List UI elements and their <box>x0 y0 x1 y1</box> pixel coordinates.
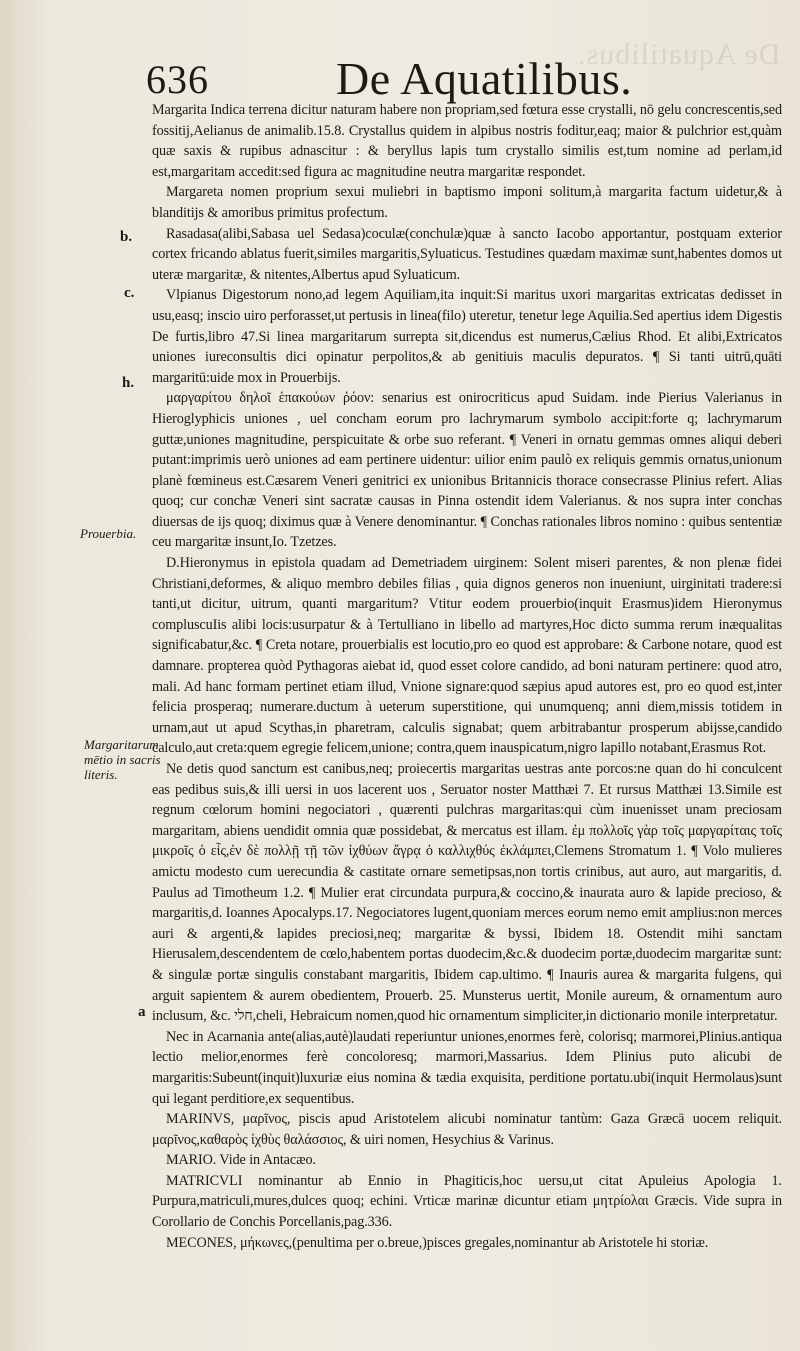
margin-note-literis: literis. <box>84 767 118 782</box>
entry-mecones: MECONES, μήκωνες,(penultima per o.breue,)pisces gregales,nominantur ab Aristotele hi storiæ. <box>166 1234 709 1251</box>
paragraph-margarita-indica: Margarita Indica terrena dicitur naturam habere non propriam,sed fœtura esse crystalli, nō gelu concrescentis,sed fossitij,Aelianus de animalib.15.8. Crystallus quidem in alpibus nostris foditur,eaq; maior & pulchrior est,quàm quæ saxis & rupibus adnascitur : & beryllus lapis tum crystallo similis est,tum nomine ad perlam,id est,margaritam accedit:sed figura ac magnitudine neutra margaritæ respondet. <box>152 102 782 180</box>
paragraph-vlpianus: Vlpianus Digestorum nono,ad legem Aquiliam,ita inquit:Si maritus uxori margaritas extricatas dedisset in usu,easq; inscio uiro perforasset,ut pertusis in linea(filo) uteretur, tenetur lege Aquilia.Sed apertius idem Digestis De furtis,libro 47.Si linea margaritarum surrepta sit,dicendus est numerus,Cælius Rhod. Et alibi,Extricatos uniones iureconsultis dici opinatur perpolitos,& ab genitiuis maculis depuratos. ¶ Si tanti uitrū,quāti margaritū:uide mox in Prouerbijs. <box>152 287 782 386</box>
entry-marinus: MARINVS, μαρῖνος, piscis apud Aristotelem alicubi nominatur tantùm: Gaza Græcā uocem reliquit. μαρῖνος,καθαρὸς ἰχθὺς θαλάσσιος, & uiri nomen, Hesychius & Varinus. <box>152 1111 782 1148</box>
margin-note-mentio: mētio in sacris <box>84 752 161 767</box>
paragraph-rasadasa: Rasadasa(alibi,Sabasa uel Sedasa)coculæ(conchulæ)quæ à sancto Iacobo apportantur, postquam exterior cortex fricando ablatus fuerit,similes margaritis,Syluaticus. Testudines quædam maximæ sunt,habentes domos ut uteræ margaritæ, & nitentes,Albertus apud Syluaticum. <box>152 225 782 283</box>
margin-note-prouerbia: Prouerbia. <box>80 526 137 541</box>
entry-matriculi: MATRICVLI nominantur ab Ennio in Phagiticis,hoc uersu,ut citat Apuleius Apologia 1. Purpura,matriculi,mures,dulces quoq; echini. Vrticæ marinæ dicuntur etiam μητρίολαι Græcis. Vide supra in Corollario de Conchis Porcellanis,pag.336. <box>152 1172 782 1231</box>
page-header <box>140 50 780 104</box>
paragraph-greek-suidas: μαργαρίτου δηλοῖ ἑπακούων ῥόον: senarius est onirocriticus apud Suidam. inde Pierius Valerianus in Hieroglyphicis uniones , uel concham eorum pro lachrymarum symbolo accipit:forte q; lachrymarum guttæ,uniones magnitudine, perspicuitate & orbe suo referant. ¶ Veneri in ornatu gemmas omnes aliqui deberi putant:imprimis uerò uniones ad eam pertinere uidentur: uilior enim paulò ex reliquis gemmis ornatus,unionum planè fœmineus est.Cæsarem Veneri genitrici ex unionibus Britannicis thorace consecrasse Plinius refert. Alias quoq; cur conchæ Veneri sint sacratæ causas in Pinna ostendit idem Valerianus. & nos supra inter conchas diuersas de ijs quoq; diximus quæ à Venere denominantur. ¶ Conchas rationales libros nomino : quibus sententiæ ceu margaritæ insunt,Io. Tzetzes. <box>152 390 782 551</box>
margin-letter-h: h. <box>122 375 135 391</box>
margin-letter-b: b. <box>120 229 133 245</box>
entry-mario: MARIO. Vide in Antacæo. <box>166 1152 316 1169</box>
show-through-text: De Aquatilibus. <box>576 38 780 71</box>
margin-note-margaritarum: Margaritarum <box>84 737 159 752</box>
paragraph-scripture: Ne detis quod sanctum est canibus,neq; proiecertis margaritas uestras ante porcos:ne quan do hi conculcent eas pedibus suis,& illi uersi in uos lacerent uos , Seruator noster Matthæi 7. Et rursus Matthæi 13.Simile est regnum cœlorum homini negociatori , quærenti pulchras margaritas:qui cùm inuenisset unam preciosam margaritam, abiens uendidit omnia quæ possidebat, & mercatus est illam. ἐμ πολλοῖς γὰρ τοῖς μαργαρίταις τοῖς μικροῖς ὁ εἷς,ἐν δὲ πολλῇ τῇ τῶν ἰχθύων ἄγρᾳ ὁ καλλιχθύς ἐκλάμπει,Clemens Stromatum 1. ¶ Volo mulieres amictu modesto cum uerecundia & castitate ornare semetipsas,non tortis crinibus, aut auro, aut margaritis, d. Paulus ad Timotheum 1.2. ¶ Mulier erat circundata purpura,& coccino,& inaurata auro & lapide precioso, & margaritis,d. Ioannes Apocalyps.17. Negociatores lugent,quoniam merces eorum nemo emit amplius:non merces auri & argenti,& lapides preciosi,neq; margaritæ & byssi, Ibidem 18. Ostendit mihi sanctam Hierusalem,descendentem de cœlo,habentem portas duodecim,&c.& duodecim portæ,duodecim margaritæ sunt: & singulæ portæ singulis constabant margaritis, Ibidem cap.ultimo. ¶ Inauris aurea & margarita fulgens, qui arguit sapientem & aurem obedientem, Prouerb. 25. Munsterus uertit, Monile aureum, & ornamentum auro inclusum, &c. חלי,cheli, Hebraicum nomen,quod hic ornamentum simpliciter,in dictionario monile interpretatur. <box>152 761 782 1025</box>
paragraph-margareta: Margareta nomen proprium sexui muliebri in baptismo imponi solitum,à margarita factum uidetur,& à blanditijs & amoribus primitus profectum. <box>152 184 782 221</box>
page-number: 636 <box>146 57 209 102</box>
margin-letter-c: c. <box>124 285 135 301</box>
paragraph-acarnania: Nec in Acarnania ante(alias,autè)laudati reperiuntur uniones,enormes ferè, colorisq; marmorei,Plinius.antiqua lectio melior,enormes ferè concoloresq; marmori,Massarius. Idem Plinius puto alicubi de margaritis:Subeunt(inquit)luxuriæ eius nomina & tædia exquisita, perditione portatu.ubi(inquit Hermolaus)sunt qui legant perditiore,ex sequentibus. <box>152 1028 782 1107</box>
paragraph-hieronymus: D.Hieronymus in epistola quadam ad Demetriadem uirginem: Solent miseri parentes, & non plenæ fidei Christiani,deformes, & aliquo membro debiles filias , quia dignos generos non inueniunt, uirginitati tradere:si tanti,ut dicitur, uitrum, quanti margaritum? Vtitur eodem prouerbio(inquit Erasmus)idem Hieronymus compluscuIis alibi locis:usurpatur & à Tertulliano in libello ad martyres,Hoc dicto summa rerum inæqualitas significabatur,&c. ¶ Creta notare, prouerbialis est locutio,pro eo quod est approbare: & Carbone notare, quod est damnare. propterea quòd Pythagoras aiebat id, quod esset colore candido, ad boni naturam pertinere: quod atro, mali. Ad hanc formam pertinet etiam illud, Vnione signare:quod sæpius apud autores est, pro eo quod est,inter felicia prosperaq; numerare.ductum à ueterum superstitione, qui unumquenq; anni diem,missis totidem in urnam,aut ut apud Scythas,in pharetram, calculis signabat; quem arbitrabantur prosperum abijsse,candido calculo,aut creta:quem egregie felicem,unione; contra,quem inauspicatum,nigro lapillo notabant,Erasmus Rot. <box>152 555 782 757</box>
margin-letter-a: a <box>138 1004 146 1020</box>
running-title: De Aquatilibus. <box>336 53 633 104</box>
main-text-column <box>152 100 782 1253</box>
